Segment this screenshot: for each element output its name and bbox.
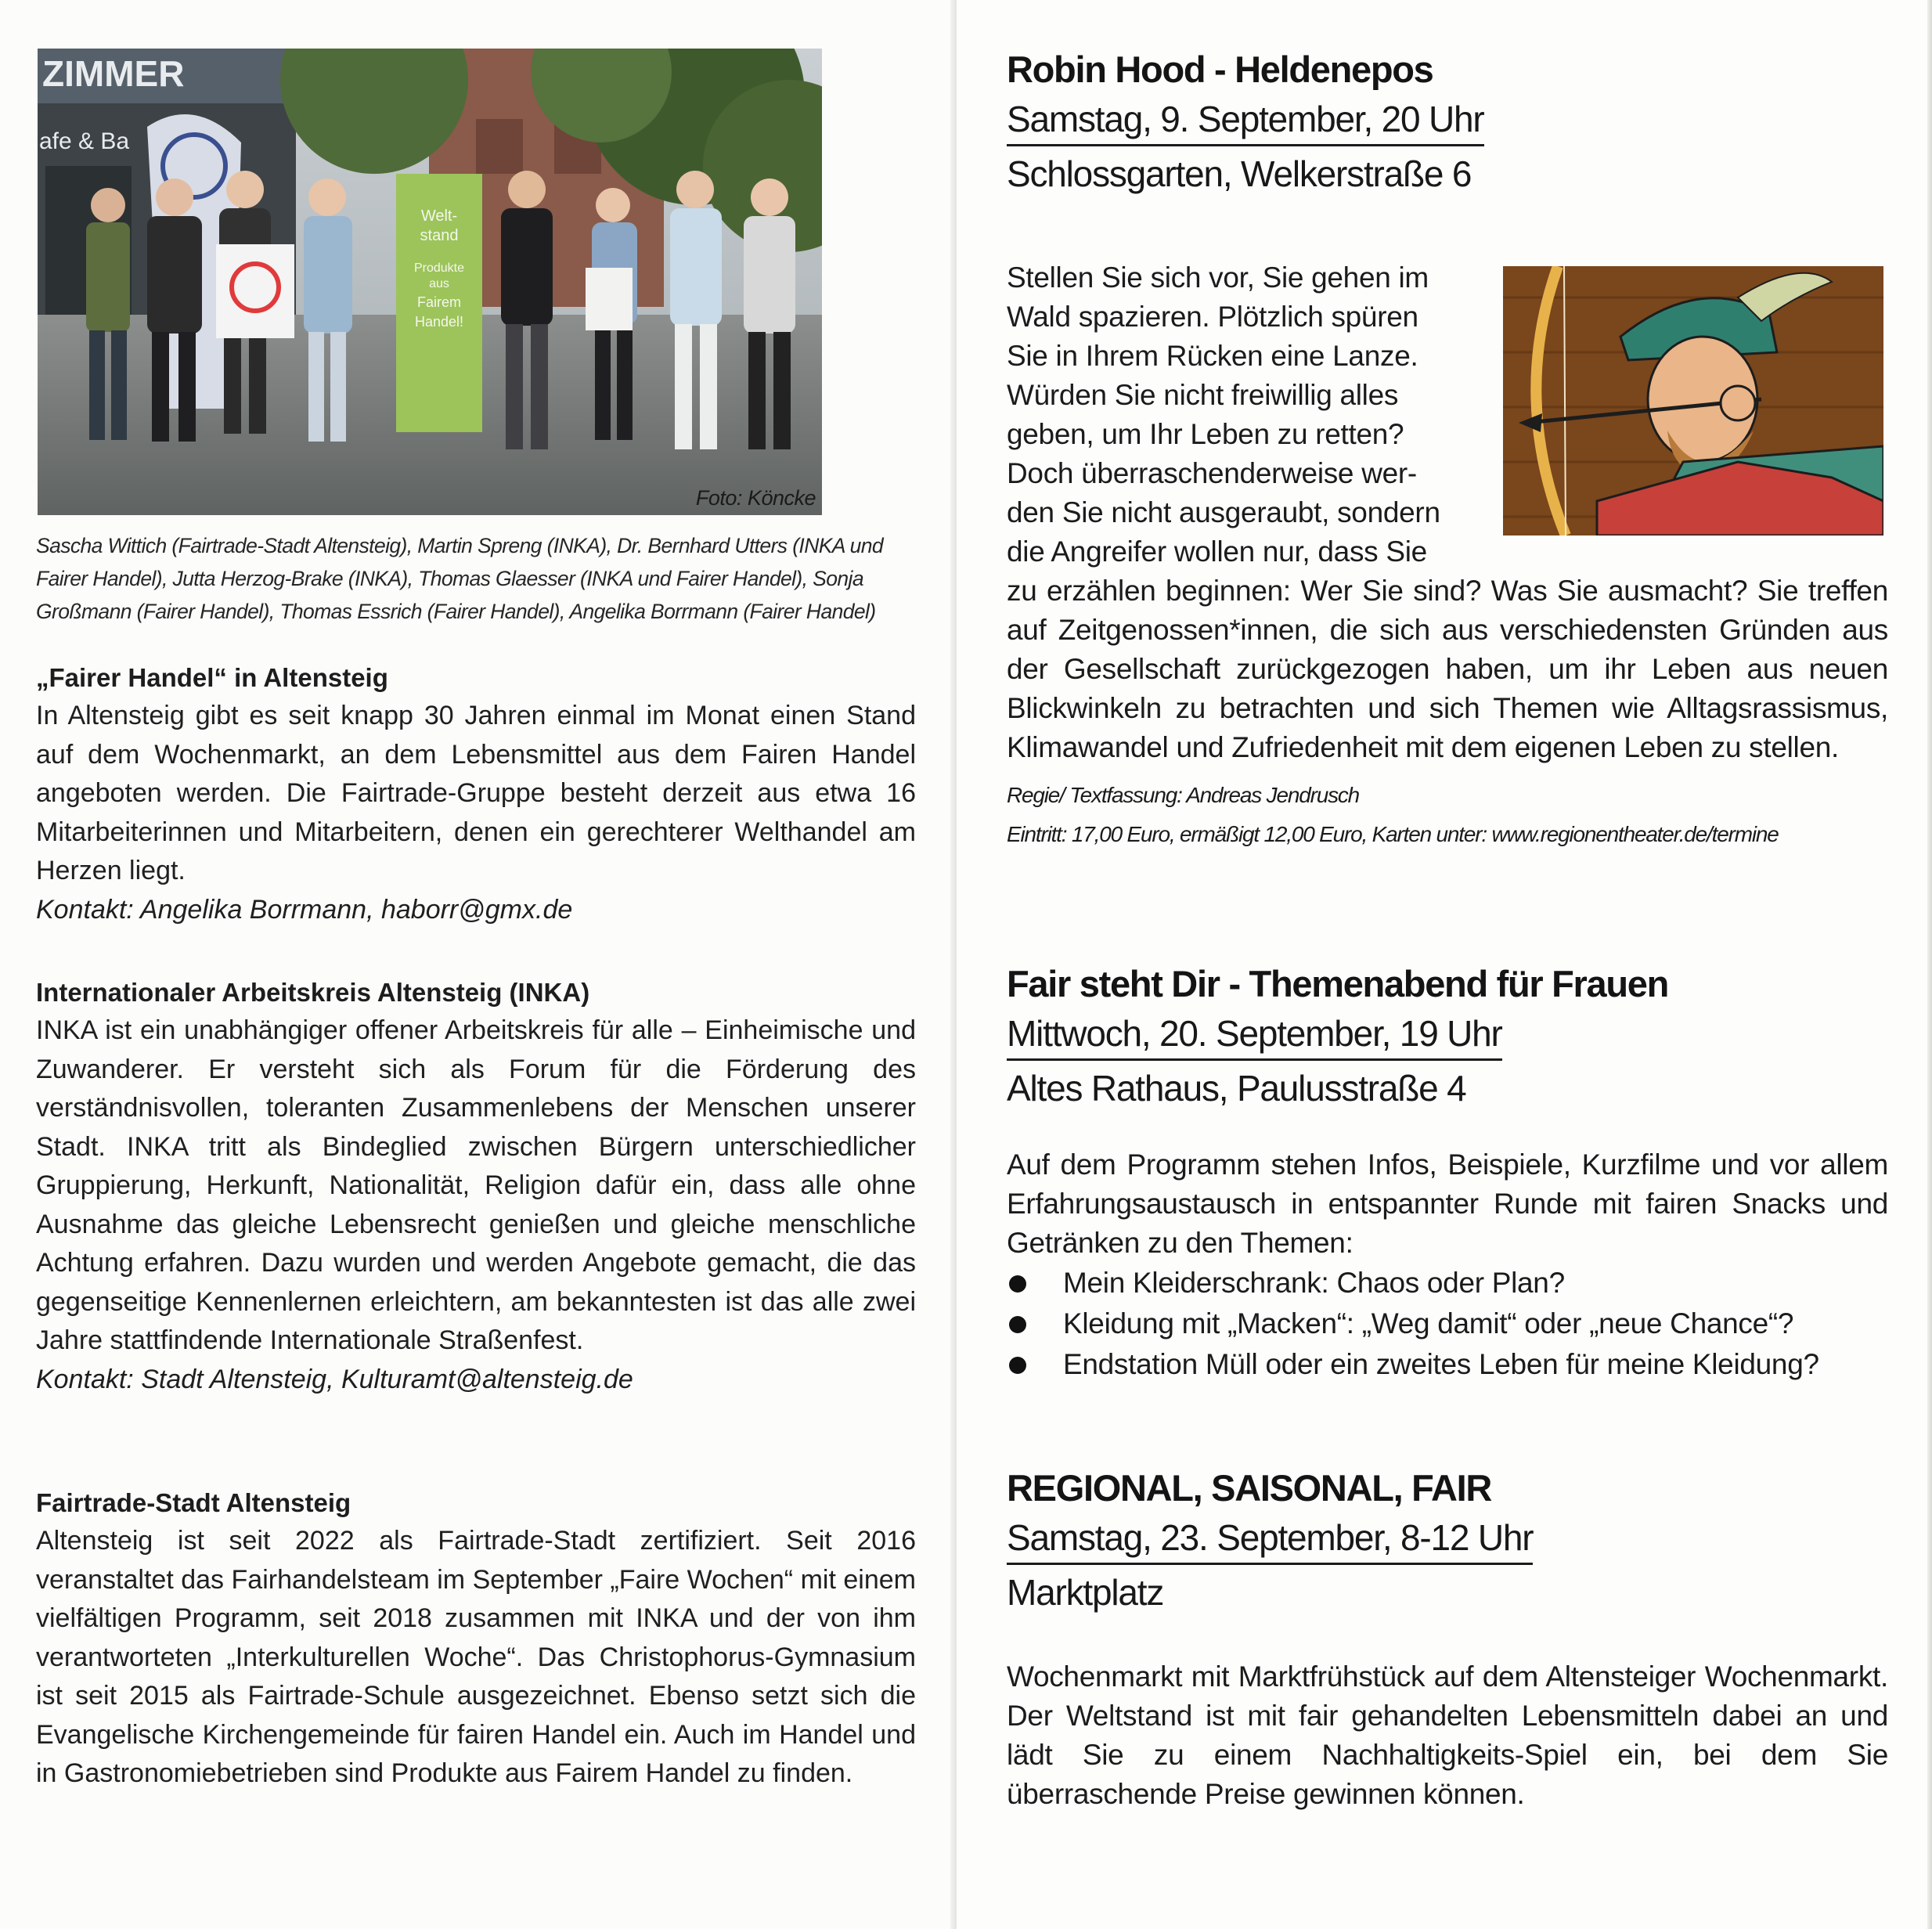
list-item: Endstation Müll oder ein zweites Leben für meine Kleidung? xyxy=(1007,1344,1888,1385)
event-title: REGIONAL, SAISONAL, FAIR xyxy=(1007,1467,1491,1509)
section-heading: „Fairer Handel“ in Altensteig xyxy=(36,663,388,692)
event-date: Samstag, 9. September, 20 Uhr xyxy=(1007,94,1484,146)
list-item: Kleidung mit „Macken“: „Weg damit“ oder „neue Chance“? xyxy=(1007,1303,1888,1344)
svg-text:stand: stand xyxy=(420,227,459,244)
event-body-line: Würden Sie nicht freiwillig alles xyxy=(1007,379,1399,411)
list-item: Mein Kleiderschrank: Chaos oder Plan? xyxy=(1007,1263,1888,1303)
event-robin-hood xyxy=(1007,45,1888,201)
event-body-line: geben, um Ihr Leben zu retten? xyxy=(1007,418,1404,450)
group-photo xyxy=(38,49,822,515)
svg-text:Fairem: Fairem xyxy=(416,294,462,310)
event-admission: Eintritt: 17,00 Euro, ermäßigt 12,00 Euro, Karten unter: www.regionentheater.de/termine xyxy=(1007,822,1779,846)
sign-zimmer: ZIMMER xyxy=(42,53,185,94)
photo-credit: Foto: Köncke xyxy=(695,486,816,510)
group-photo-illustration xyxy=(38,49,822,515)
event-body: Auf dem Programm stehen Infos, Beispiele, Kurzfilme und vor allem Erfahrungsaustausch in entspannter Runde mit fairen Snacks und Getränken zu den Themen: xyxy=(1007,1148,1888,1259)
event-body-line: Stellen Sie sich vor, Sie gehen im xyxy=(1007,261,1429,294)
section-fairtrade-stadt xyxy=(36,1484,916,1794)
event-regional-saisonal-fair xyxy=(1007,1464,1888,1814)
event-title: Robin Hood - Heldenepos xyxy=(1007,49,1433,90)
section-body: Altensteig ist seit 2022 als Fairtrade-Stadt zertifiziert. Seit 2016 veranstaltet das Fairhandelsteam im September „Faire Wochen“ mit einem vielfältigen Programm, seit 2018 zusammen mit INKA und der von ihm verantworteten „Interkulturellen Woche“. Das Christophorus-Gymnasium ist seit 2015 als Fairtrade-Schule ausgezeichnet. Ebenso setzt sich die Evangelische Kirchengemeinde für fairen Handel ein. Auch im Handel und in Gastronomiebetrieben sind Produkte aus Fairem Handel zu finden. xyxy=(36,1526,916,1788)
section-body: In Altensteig gibt es seit knapp 30 Jahren einmal im Monat einen Stand auf dem Wochenmarkt, an dem Lebensmittel aus dem Fairen Handel angeboten werden. Die Fairtrade-Gruppe besteht derzeit aus etwa 16 Mitarbeiterinnen und Mitarbeitern, denen ein gerechterer Welthandel am Herzen liegt. xyxy=(36,701,916,885)
event-body: Wochenmarkt mit Marktfrühstück auf dem Altensteiger Wochenmarkt. Der Weltstand ist mit fair gehandelten Lebensmitteln dabei an und lädt Sie zu einem Nachhaltigkeits-Spiel ein, bei dem Sie überraschende Preise gewinnen können. xyxy=(1007,1660,1888,1810)
section-body: INKA ist ein unabhängiger offener Arbeitskreis für alle – Einheimische und Zuwanderer. Er versteht sich als Forum für die Förderung des verständnisvollen, toleranten Zusammenlebens der Menschen unserer Stadt. INKA tritt als Bindeglied zwischen Bürgern unterschiedlicher Gruppierung, Herkunft, Nationalität, Religion dafür ein, dass alle ohne Ausnahme das gleiche Lebensrecht genießen und gleiche menschliche Achtung erfahren. Dazu wurden und werden Angebote gemacht, die das gegenseitige Kennenlernen erleichtern, am bekanntesten ist das alle zwei Jahre stattfindende Internationale Straßenfest. xyxy=(36,1015,916,1355)
svg-text:aus: aus xyxy=(429,277,449,290)
event-body: zu erzählen beginnen: Wer Sie sind? Was Sie ausmacht? Sie treffen auf Zeitgenossen*innen, die sich aus verschiedensten Gründen aus der Gesellschaft zurückgezogen haben, um ihr Leben aus neuen Blickwinkeln zu betrachten und sich Themen wie Alltagsrassismus, Klimawandel und Zufriedenheit mit dem eigenen Leben zu stellen. xyxy=(1007,575,1888,763)
section-heading: Fairtrade-Stadt Altensteig xyxy=(36,1488,351,1517)
event-body-line: die Angreifer wollen nur, dass Sie xyxy=(1007,535,1427,568)
event-title: Fair steht Dir - Themenabend für Frauen xyxy=(1007,963,1669,1004)
event-place: Schlossgarten, Welkerstraße 6 xyxy=(1007,153,1472,194)
svg-text:Handel!: Handel! xyxy=(414,314,464,330)
event-robin-hood-body xyxy=(1007,571,1888,852)
event-date: Samstag, 23. September, 8-12 Uhr xyxy=(1007,1513,1533,1565)
archer-drawing xyxy=(1503,266,1883,535)
event-body-line: Doch überraschenderweise wer- xyxy=(1007,457,1417,489)
event-place: Altes Rathaus, Paulusstraße 4 xyxy=(1007,1068,1466,1109)
event-robin-hood-intro xyxy=(1007,258,1492,571)
section-contact: Kontakt: Angelika Borrmann, haborr@gmx.de xyxy=(36,894,573,925)
topic-list xyxy=(1007,1263,1888,1385)
event-body-line: Sie in Ihrem Rücken eine Lanze. xyxy=(1007,340,1418,372)
event-credits: Regie/ Textfassung: Andreas Jendrusch xyxy=(1007,783,1360,807)
event-body-line: den Sie nicht ausgeraubt, sondern xyxy=(1007,496,1440,528)
photo-caption: Sascha Wittich (Fairtrade-Stadt Altensteig), Martin Spreng (INKA), Dr. Bernhard Utters (INKA und Fairer Handel), Jutta Herzog-Brake (INKA), Thomas Glaesser (INKA und Fairer Handel), Sonja Großmann (Fairer Handel), Thomas Essrich (Fairer Handel), Angelika Borrmann (Fairer Handel) xyxy=(36,534,884,623)
svg-text:Welt-: Welt- xyxy=(420,207,458,225)
paper-edge xyxy=(1927,0,1932,1929)
left-page xyxy=(0,0,957,1929)
sign-cafe: afe & Ba xyxy=(39,128,130,154)
event-body-line: Wald spazieren. Plötzlich spüren xyxy=(1007,301,1418,333)
svg-text:Produkte: Produkte xyxy=(413,261,465,275)
robin-hood-illustration xyxy=(1503,266,1883,535)
event-fair-steht-dir xyxy=(1007,960,1888,1385)
event-date: Mittwoch, 20. September, 19 Uhr xyxy=(1007,1008,1502,1061)
event-place: Marktplatz xyxy=(1007,1572,1164,1613)
section-heading: Internationaler Arbeitskreis Altensteig (INKA) xyxy=(36,978,590,1007)
section-fairer-handel xyxy=(36,659,916,929)
section-contact: Kontakt: Stadt Altensteig, Kulturamt@altensteig.de xyxy=(36,1364,633,1394)
section-inka xyxy=(36,974,916,1399)
